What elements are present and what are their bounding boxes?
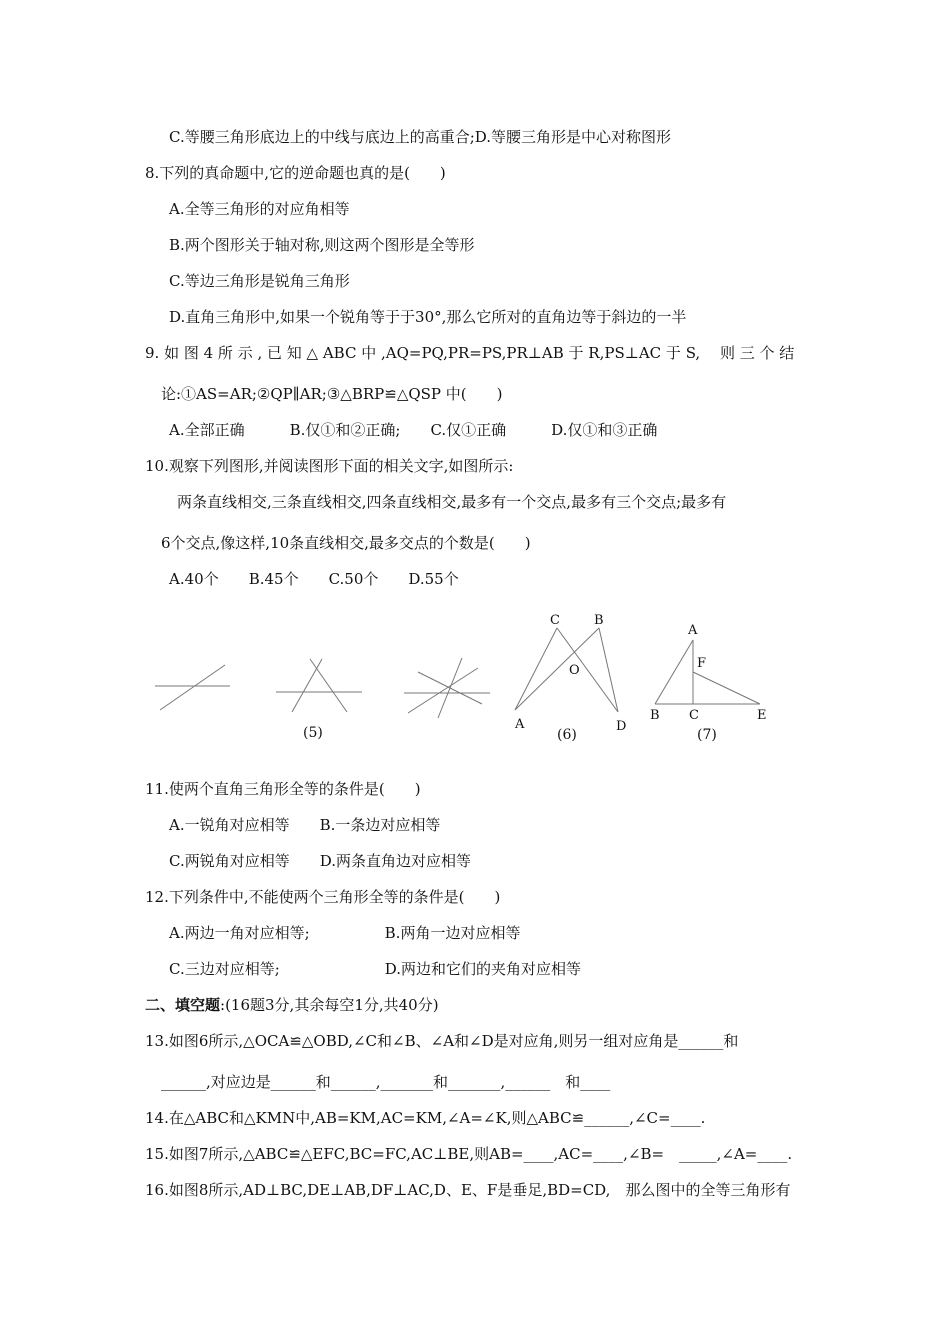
fig6-label-d: D: [616, 719, 627, 734]
section-2-heading: [145, 995, 439, 1015]
fig6-label-o: O: [569, 663, 580, 678]
fig6-label-c: C: [550, 613, 560, 628]
fig7-label-a: A: [688, 623, 698, 638]
question-12: 12.下列条件中,不能使两个三角形全等的条件是( ): [145, 888, 501, 906]
figure-6-crossed-triangles: [515, 628, 618, 712]
q8-option-b: B.两个图形关于轴对称,则这两个图形是全等形: [169, 236, 475, 254]
q12-options-cd: C.三边对应相等; D.两边和它们的夹角对应相等: [169, 960, 582, 978]
question-13-line-1: 13.如图6所示,△OCA≌△OBD,∠C和∠B、∠A和∠D是对应角,则另一组对应角是______和: [145, 1032, 739, 1050]
fig6-label-a: A: [515, 717, 525, 732]
q10-options: A.40个 B.45个 C.50个 D.55个: [169, 570, 459, 588]
fig7-label-b: B: [650, 708, 660, 723]
figure-7-right-triangles: [655, 640, 760, 704]
fig7-label-e: E: [757, 708, 767, 723]
question-11: 11.使两个直角三角形全等的条件是( ): [145, 780, 421, 798]
q12-options-ab: A.两边一角对应相等; B.两角一边对应相等: [169, 924, 521, 942]
q10-text-line-1: 两条直线相交,三条直线相交,四条直线相交,最多有一个交点,最多有三个交点;最多有: [177, 493, 727, 511]
q9-options: A.全部正确 B.仅①和②正确; C.仅①正确 D.仅①和③正确: [169, 421, 658, 439]
q8-option-d: D.直角三角形中,如果一个锐角等于于30°,那么它所对的直角边等于斜边的一半: [169, 308, 687, 326]
q8-option-c: C.等边三角形是锐角三角形: [169, 272, 350, 290]
figure-5-caption: (5): [303, 725, 323, 741]
figure-5-three-lines: [276, 659, 362, 712]
fig7-label-c: C: [689, 708, 699, 723]
section-2-title: 二、填空题: [145, 996, 221, 1014]
q11-options-ab: A.一锐角对应相等 B.一条边对应相等: [169, 816, 441, 834]
section-2-scoring: :(16题3分,其余每空1分,共40分): [220, 996, 439, 1014]
question-14: 14.在△ABC和△KMN中,AB=KM,AC=KM,∠A=∠K,则△ABC≌______,∠C=____.: [145, 1109, 706, 1127]
q11-options-cd: C.两锐角对应相等 D.两条直角边对应相等: [169, 852, 471, 870]
fig6-label-b: B: [594, 613, 604, 628]
q10-text-line-2: 6个交点,像这样,10条直线相交,最多交点的个数是( ): [161, 534, 531, 552]
fig7-label-f: F: [697, 656, 707, 671]
question-9-line-1: 9. 如 图 4 所 示 , 已 知 △ ABC 中 ,AQ=PQ,PR=PS,PR⊥AB 于 R,PS⊥AC 于 S, 则 三 个 结: [145, 344, 795, 362]
q8-option-a: A.全等三角形的对应角相等: [169, 200, 350, 218]
q7-options-cd: C.等腰三角形底边上的中线与底边上的高重合;D.等腰三角形是中心对称图形: [169, 128, 672, 146]
figure-6-caption: (6): [557, 727, 577, 743]
question-15: 15.如图7所示,△ABC≌△EFC,BC=FC,AC⊥BE,则AB=____,AC=____,∠B= _____,∠A=____.: [145, 1145, 793, 1163]
question-10: 10.观察下列图形,并阅读图形下面的相关文字,如图所示:: [145, 457, 514, 475]
figure-5-two-lines: [155, 665, 230, 710]
question-8: 8.下列的真命题中,它的逆命题也真的是( ): [145, 164, 446, 182]
question-16: 16.如图8所示,AD⊥BC,DE⊥AB,DF⊥AC,D、E、F是垂足,BD=CD, 那么图中的全等三角形有: [145, 1181, 791, 1199]
figure-7-caption: (7): [697, 727, 717, 743]
question-9-line-2: 论:①AS=AR;②QP∥AR;③△BRP≌△QSP 中( ): [161, 385, 503, 403]
figure-5-four-lines: [404, 658, 490, 718]
question-13-line-2: ______,对应边是______和______,_______和_______,______ 和____: [161, 1073, 611, 1091]
